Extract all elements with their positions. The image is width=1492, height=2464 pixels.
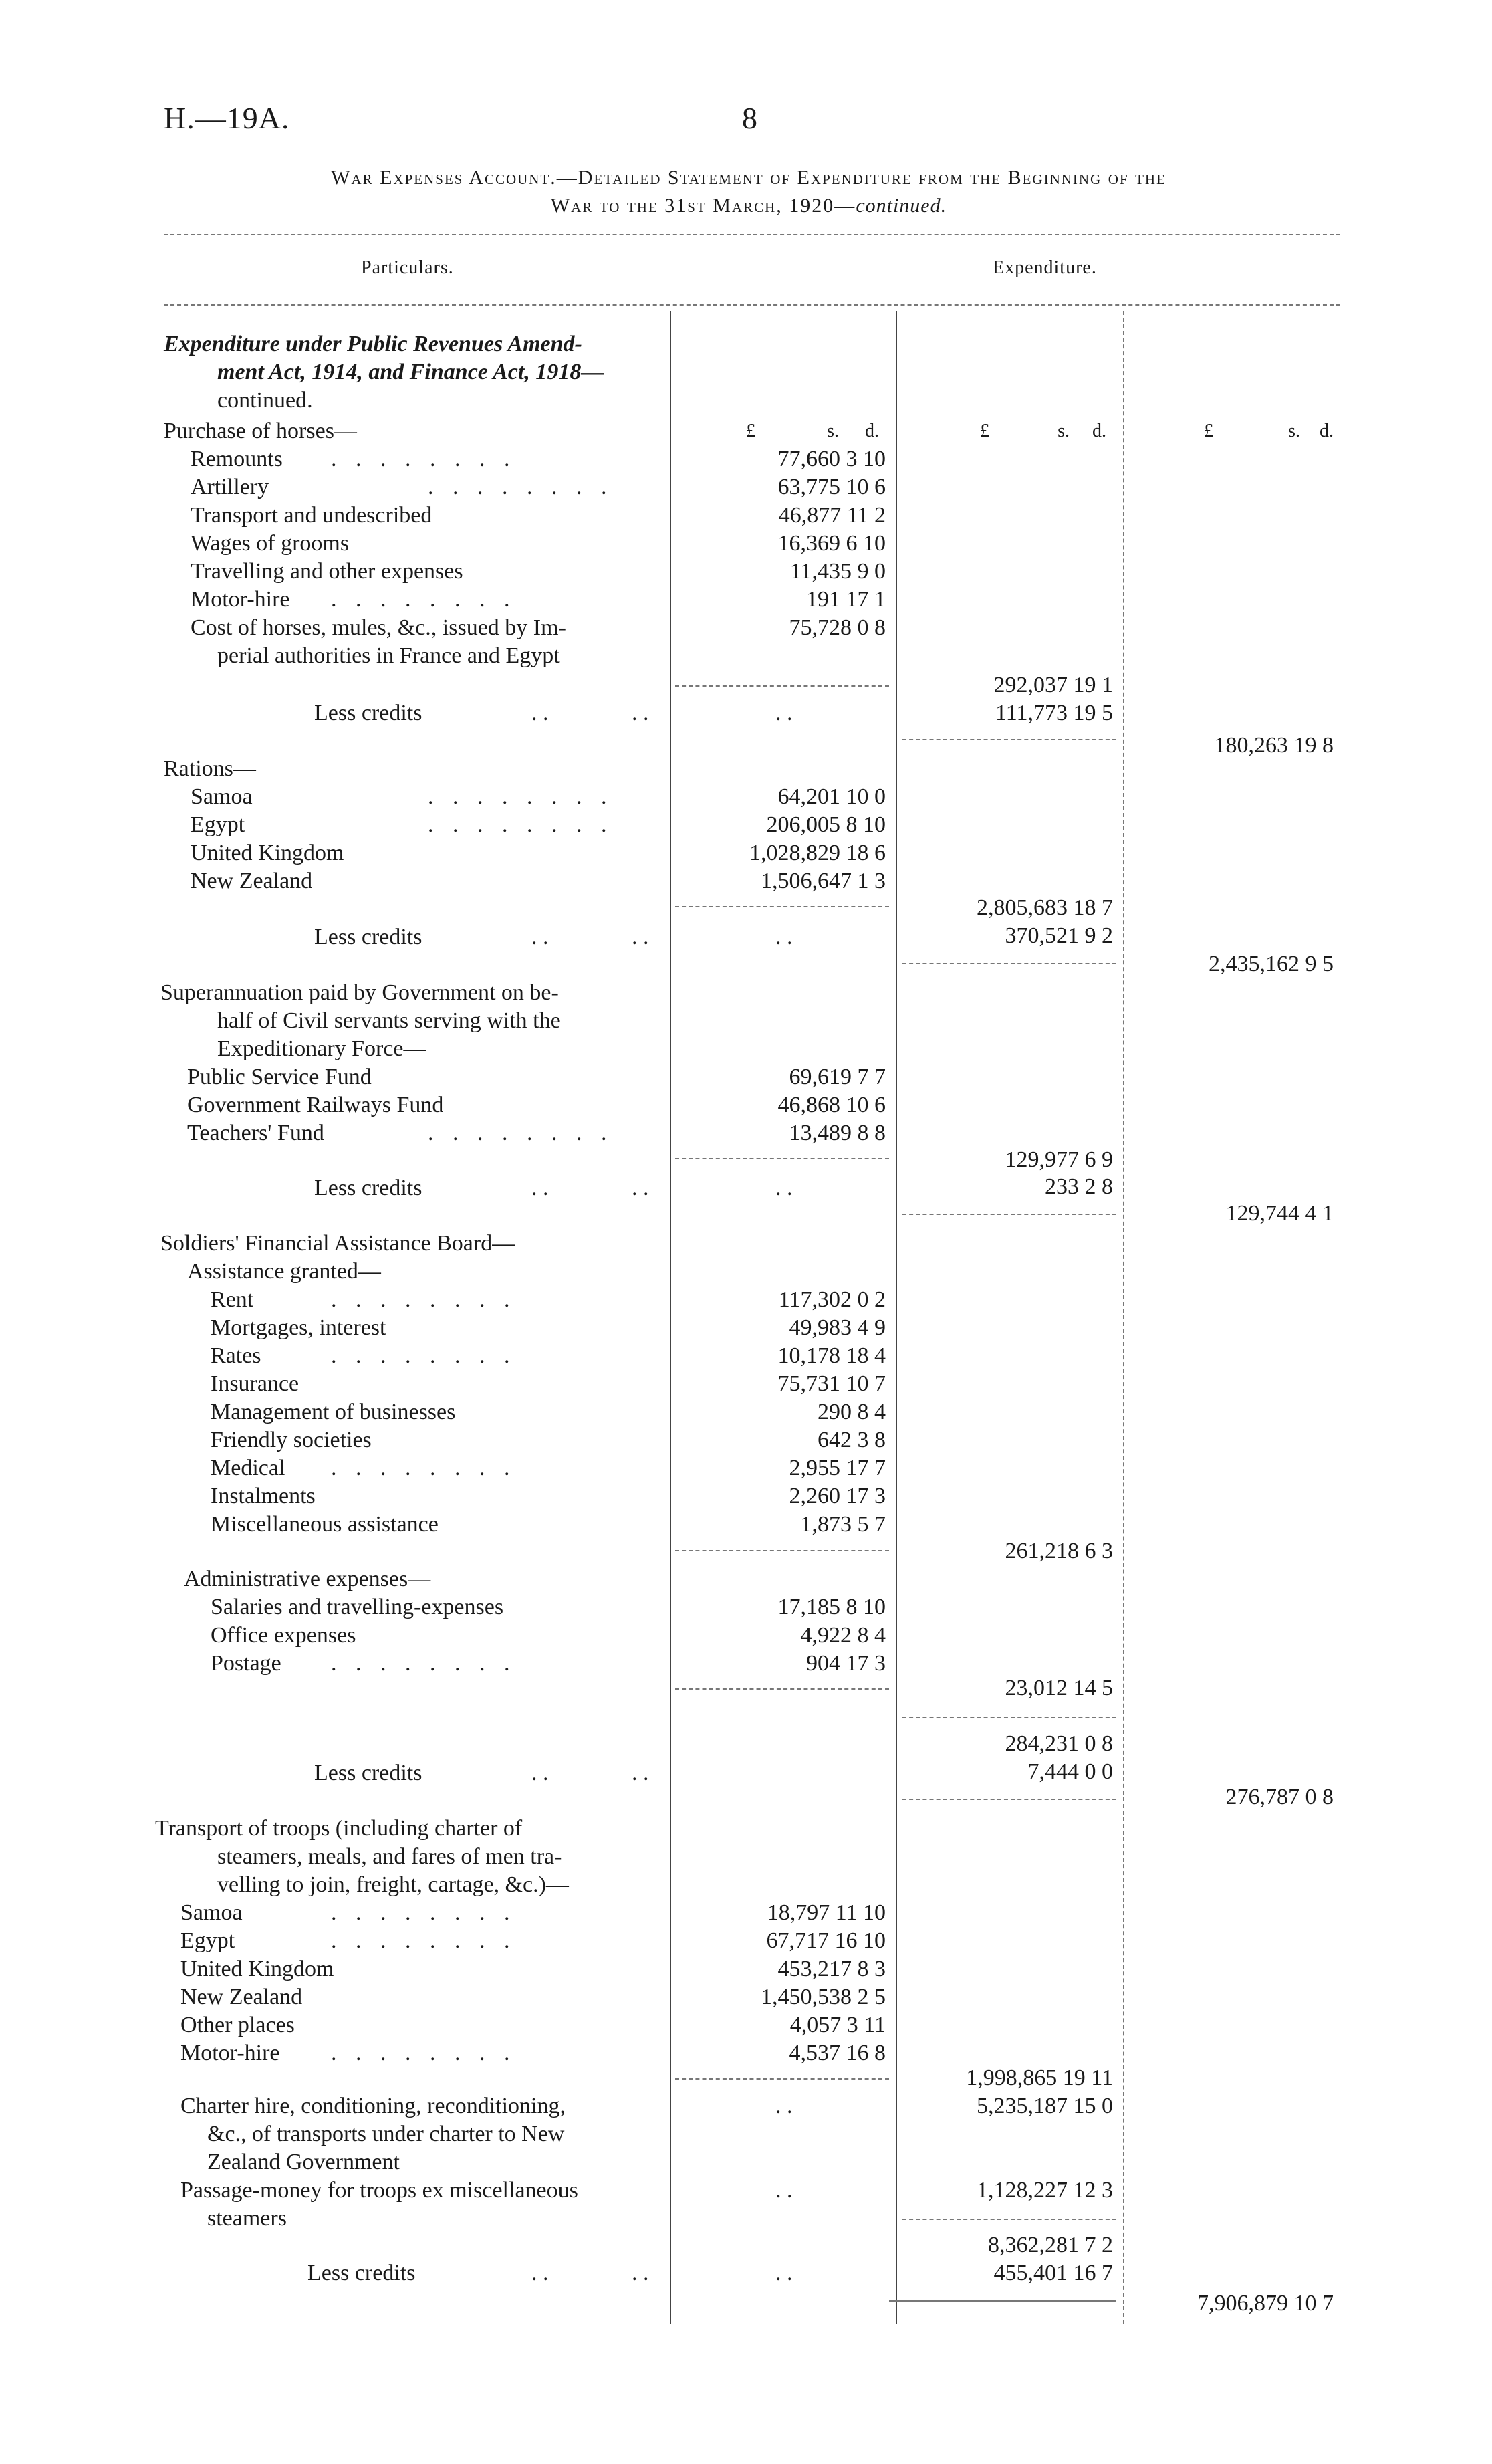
transport-val-4: 4,057 3 11	[789, 2013, 886, 2037]
admin-val-1: 4,922 8 4	[800, 1623, 886, 1648]
rations-col2-rule	[902, 963, 1116, 964]
horses-val-4: 11,435 9 0	[789, 559, 886, 584]
horses-label-5: Motor-hire	[191, 587, 290, 612]
leader-dots: . . . . . . . .	[331, 2041, 517, 2065]
leader-dots: . . . . . . . .	[331, 1900, 517, 1925]
dots: . .	[632, 1761, 649, 1785]
passage-line-2: steamers	[207, 2206, 287, 2231]
super-label-1: Government Railways Fund	[187, 1093, 444, 1117]
transport-less-credits: Less credits	[307, 2261, 416, 2285]
horses-val-2: 46,877 11 2	[778, 503, 886, 528]
report-code: H.—19A.	[164, 101, 290, 135]
col1-pence-head: d.	[865, 421, 879, 441]
dots: . .	[632, 2261, 649, 2285]
transport-label-0: Samoa	[180, 1900, 243, 1925]
transport-credits: 455,401 16 7	[993, 2261, 1113, 2285]
horses-label-1: Artillery	[191, 475, 269, 499]
leader-dots: . . . . . . . .	[331, 1928, 517, 1953]
soldiers-label-4: Management of businesses	[211, 1399, 456, 1424]
leader-dots: . . . . . . . .	[331, 1343, 517, 1368]
transport-val-2: 453,217 8 3	[777, 1956, 886, 1981]
super-val-0: 69,619 7 7	[789, 1065, 886, 1089]
dots: . .	[531, 1175, 549, 1200]
soldiers-assist-subtotal: 261,218 6 3	[1005, 1539, 1113, 1563]
horses-val-5: 191 17 1	[806, 587, 886, 612]
horses-label-0: Remounts	[191, 447, 283, 471]
passage-val: 1,128,227 12 3	[977, 2178, 1113, 2203]
transport-label-3: New Zealand	[180, 1985, 303, 2009]
rations-val-1: 206,005 8 10	[766, 812, 886, 837]
dots: . .	[632, 925, 649, 949]
super-label-0: Public Service Fund	[187, 1065, 372, 1089]
col-divider-3	[1123, 311, 1124, 2324]
section-heading-line-2: ment Act, 1914, and Finance Act, 1918—	[217, 360, 604, 384]
dots: . .	[775, 701, 793, 725]
soldiers-col2-rule-1	[902, 1717, 1116, 1718]
charter-line-3: Zealand Government	[207, 2150, 400, 2174]
title-line-1: War Expenses Account.—Detailed Statement of Expenditure from the Beginning of the	[331, 166, 1166, 189]
super-col1-rule	[675, 1158, 889, 1159]
soldiers-subtitle: Assistance granted—	[187, 1259, 381, 1284]
rations-less-credits: Less credits	[314, 925, 422, 949]
col2-pence-head: d.	[1092, 421, 1106, 441]
soldiers-less-credits: Less credits	[314, 1761, 422, 1785]
transport-label-5: Motor-hire	[180, 2041, 280, 2065]
horses-less-credits: Less credits	[314, 701, 422, 725]
super-val-2: 13,489 8 8	[789, 1121, 886, 1145]
transport-total: 7,906,879 10 7	[1197, 2291, 1334, 2316]
leader-dots: . . . . . . . .	[331, 587, 517, 612]
transport-label-2: United Kingdom	[180, 1956, 334, 1981]
soldiers-val-7: 2,260 17 3	[789, 1484, 886, 1508]
col-divider-2	[896, 311, 897, 2324]
super-credits: 233 2 8	[1045, 1174, 1113, 1199]
transport-col2-rule-1	[902, 2219, 1116, 2220]
soldiers-label-5: Friendly societies	[211, 1428, 372, 1452]
title-line-2: War to the 31st March, 1920—continued.	[550, 195, 947, 217]
dots: . .	[775, 2178, 793, 2203]
transport-val-1: 67,717 16 10	[766, 1928, 886, 1953]
rations-col1-rule	[675, 906, 889, 907]
col1-shilling-head: s.	[827, 421, 839, 441]
soldiers-label-3: Insurance	[211, 1371, 299, 1396]
rations-total: 2,435,162 9 5	[1209, 951, 1334, 976]
soldiers-val-5: 642 3 8	[818, 1428, 886, 1452]
dots: . .	[531, 701, 549, 725]
leader-dots: . . . . . . . .	[331, 1287, 517, 1312]
transport-title-1: Transport of troops (including charter of	[155, 1816, 523, 1841]
soldiers-label-1: Mortgages, interest	[211, 1315, 386, 1340]
charter-line-1: Charter hire, conditioning, reconditioning,	[180, 2094, 566, 2118]
admin-val-2: 904 17 3	[806, 1651, 886, 1676]
super-subtotal: 129,977 6 9	[1005, 1147, 1113, 1172]
soldiers-val-4: 290 8 4	[818, 1399, 886, 1424]
col3-shilling-head: s.	[1288, 421, 1300, 441]
transport-title-2: steamers, meals, and fares of men tra-	[217, 1844, 562, 1869]
super-title-2: half of Civil servants serving with the	[217, 1008, 561, 1033]
soldiers-val-2: 10,178 18 4	[777, 1343, 886, 1368]
leader-dots: . . . . . . . .	[428, 784, 614, 809]
rations-title: Rations—	[164, 756, 256, 781]
col3-pound-head: £	[1204, 421, 1213, 441]
soldiers-val-3: 75,731 10 7	[777, 1371, 886, 1396]
super-total: 129,744 4 1	[1225, 1201, 1334, 1226]
admin-label-2: Postage	[211, 1651, 281, 1676]
admin-label-0: Salaries and travelling-expenses	[211, 1595, 504, 1619]
horses-val-3: 16,369 6 10	[777, 531, 886, 556]
rations-val-0: 64,201 10 0	[777, 784, 886, 809]
leader-dots: . . . . . . . .	[331, 1651, 517, 1676]
horses-val-6: 75,728 0 8	[789, 615, 886, 640]
soldiers-label-7: Instalments	[211, 1484, 316, 1508]
particulars-heading: Particulars.	[361, 257, 454, 278]
leader-dots: . . . . . . . .	[331, 447, 517, 471]
rations-val-2: 1,028,829 18 6	[749, 841, 886, 865]
horses-val-1: 63,775 10 6	[777, 475, 886, 499]
horses-label-2: Transport and undescribed	[191, 503, 432, 528]
charter-val: 5,235,187 15 0	[977, 2094, 1113, 2118]
transport-val-0: 18,797 11 10	[767, 1900, 886, 1925]
section-heading-line-1: Expenditure under Public Revenues Amend-	[164, 332, 582, 356]
page-number: 8	[742, 101, 757, 135]
transport-label-1: Egypt	[180, 1928, 235, 1953]
dots: . .	[531, 925, 549, 949]
horses-label-3: Wages of grooms	[191, 531, 350, 556]
horses-label-4: Travelling and other expenses	[191, 559, 463, 584]
soldiers-label-6: Medical	[211, 1456, 285, 1480]
dots: . .	[775, 2094, 793, 2118]
soldiers-admin-subtotal: 23,012 14 5	[1005, 1676, 1113, 1700]
horses-subtotal: 292,037 19 1	[993, 673, 1113, 697]
col2-shilling-head: s.	[1058, 421, 1070, 441]
transport-label-4: Other places	[180, 2013, 295, 2037]
rations-subtotal: 2,805,683 18 7	[977, 895, 1113, 920]
horses-credits: 111,773 19 5	[995, 701, 1113, 725]
super-label-2: Teachers' Fund	[187, 1121, 324, 1145]
rations-label-0: Samoa	[191, 784, 253, 809]
transport-col2-rule-3	[889, 2300, 1116, 2302]
super-less-credits: Less credits	[314, 1175, 422, 1200]
horses-total: 180,263 19 8	[1214, 733, 1334, 758]
leader-dots: . . . . . . . .	[428, 475, 614, 499]
col-divider-1	[670, 311, 671, 2324]
rations-credits: 370,521 9 2	[1005, 923, 1113, 948]
super-title-1: Superannuation paid by Government on be-	[160, 980, 559, 1005]
soldiers-col1-rule-1	[675, 1550, 889, 1551]
dots: . .	[632, 1175, 649, 1200]
super-val-1: 46,868 10 6	[777, 1093, 886, 1117]
dots: . .	[775, 925, 793, 949]
transport-subtotal: 8,362,281 7 2	[988, 2233, 1113, 2257]
expenditure-heading: Expenditure.	[993, 257, 1097, 278]
soldiers-credits: 7,444 0 0	[1027, 1759, 1113, 1784]
horses-col2-rule	[902, 739, 1116, 740]
soldiers-total: 276,787 0 8	[1225, 1785, 1334, 1809]
horses-val-0: 77,660 3 10	[777, 447, 886, 471]
rations-label-2: United Kingdom	[191, 841, 344, 865]
soldiers-label-8: Miscellaneous assistance	[211, 1512, 439, 1537]
col1-pound-head: £	[746, 421, 755, 441]
rations-val-3: 1,506,647 1 3	[761, 869, 886, 893]
horses-label-6: Cost of horses, mules, &c., issued by Im-	[191, 615, 566, 640]
soldiers-col2-rule-2	[902, 1799, 1116, 1800]
admin-title: Administrative expenses—	[184, 1567, 431, 1591]
soldiers-subtotal: 284,231 0 8	[1005, 1731, 1113, 1756]
soldiers-val-6: 2,955 17 7	[789, 1456, 886, 1480]
page-title	[154, 164, 1344, 220]
dots: . .	[531, 2261, 549, 2285]
rations-label-3: New Zealand	[191, 869, 313, 893]
horses-col1-rule	[675, 685, 889, 687]
soldiers-label-0: Rent	[211, 1287, 254, 1312]
transport-title-3: velling to join, freight, cartage, &c.)—	[217, 1872, 569, 1897]
charter-line-2: &c., of transports under charter to New	[207, 2122, 565, 2146]
soldiers-val-1: 49,983 4 9	[789, 1315, 886, 1340]
section-heading-line-3: continued.	[217, 388, 313, 413]
passage-line-1: Passage-money for troops ex miscellaneous	[180, 2178, 578, 2203]
soldiers-title: Soldiers' Financial Assistance Board—	[160, 1231, 515, 1256]
transport-col1-rule	[675, 2078, 889, 2080]
soldiers-label-2: Rates	[211, 1343, 261, 1368]
col2-pound-head: £	[980, 421, 989, 441]
leader-dots: . . . . . . . .	[428, 1121, 614, 1145]
dots: . .	[775, 2261, 793, 2285]
super-col2-rule	[902, 1214, 1116, 1215]
soldiers-col1-rule-2	[675, 1688, 889, 1690]
horses-title: Purchase of horses—	[164, 419, 357, 443]
rations-label-1: Egypt	[191, 812, 245, 837]
soldiers-val-0: 117,302 0 2	[778, 1287, 886, 1312]
transport-val-3: 1,450,538 2 5	[761, 1985, 886, 2009]
admin-val-0: 17,185 8 10	[777, 1595, 886, 1619]
leader-dots: . . . . . . . .	[331, 1456, 517, 1480]
header-rule-top	[164, 234, 1340, 235]
col3-pence-head: d.	[1320, 421, 1334, 441]
transport-items-subtotal: 1,998,865 19 11	[966, 2065, 1113, 2090]
soldiers-val-8: 1,873 5 7	[800, 1512, 886, 1537]
header-rule-bottom	[164, 304, 1340, 306]
dots: . .	[632, 701, 649, 725]
super-title-3: Expeditionary Force—	[217, 1036, 426, 1061]
leader-dots: . . . . . . . .	[428, 812, 614, 837]
transport-val-5: 4,537 16 8	[789, 2041, 886, 2065]
dots: . .	[531, 1761, 549, 1785]
horses-label-6-cont: perial authorities in France and Egypt	[217, 643, 560, 668]
dots: . .	[775, 1175, 793, 1200]
admin-label-1: Office expenses	[211, 1623, 356, 1648]
